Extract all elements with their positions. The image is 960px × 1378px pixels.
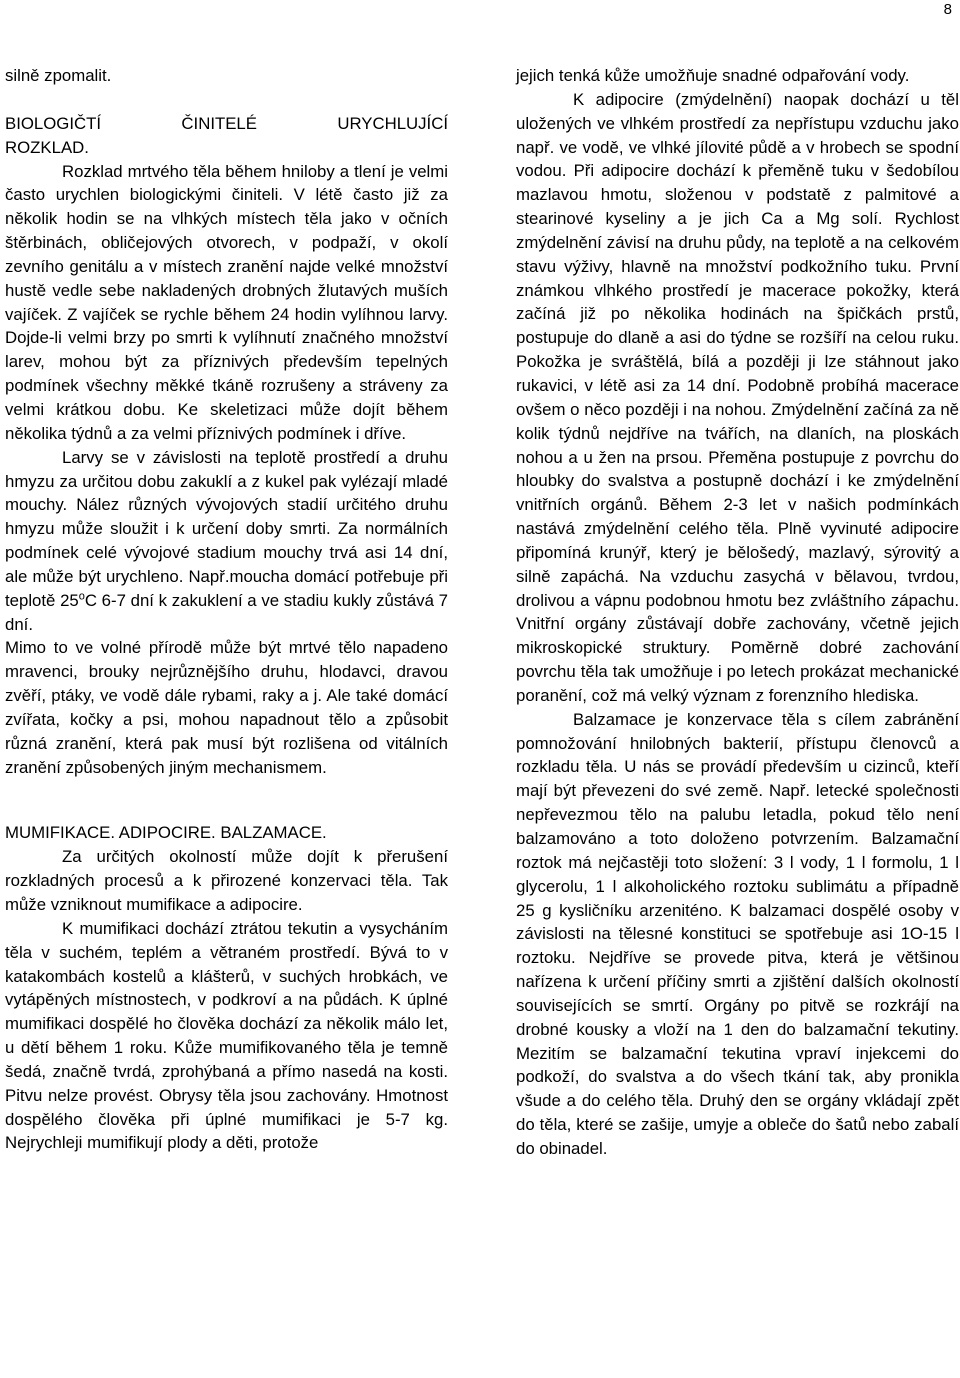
right-column [516, 64, 959, 1161]
paragraph-larvae-text: Larvy se v závislosti na teplotě prostředí a druhu hmyzu za určitou dobu zakuklí a z kukel pak vylézají mladé mouchy. Nález různých vývojových stadií určitého druhu hmyzu může sloužit i k určení doby smrti. Za normálních podmínek celé vývojové stadium mouchy trvá asi 14 dní, ale může být urychleno. Např.moucha domácí potřebuje při teplotě 25 [5, 447, 448, 610]
paragraph-larvae [5, 446, 448, 637]
paragraph-continuation: jejich tenká kůže umožňuje snadné odpařování vody. [516, 66, 910, 85]
heading-biological-factors-cont: ROZKLAD. [5, 137, 89, 157]
heading-mummification: MUMIFIKACE. ADIPOCIRE. BALZAMACE. [5, 823, 327, 843]
paragraph-mummification: K mumifikaci dochází ztrátou tekutin a vysycháním těla v suchém, teplém a větraném prostředí. Bývá to v katakombách kostelů a klášterů, v suchých hrobkách, ve vytápěných místnostech, v podkroví a na půdách. K úplné mumifikaci dospělé ho člověka dochází za několik málo let, u dětí během 1 roku. Kůže mumifikovaného těla je temně šedá, značně tvrdá, zprohýbaná a přímo nasedá na kosti. Pitvu nelze provést. Obrysy těla jsou zachovány. Hmotnost dospělého člověka při úplné mumifikaci je 5-7 kg. Nejrychleji mumifikují plody a děti, protože [5, 918, 448, 1153]
paragraph-intro: silně zpomalit. [5, 66, 112, 85]
paragraph-larvae-text-end: C 6-7 dní k zakuklení a ve stadiu kukly zůstává 7 dní. [5, 590, 448, 634]
spacer [5, 779, 448, 821]
heading-biological-factors: BIOLOGIČTÍ ČINITELÉ URYCHLUJÍCÍ [5, 113, 448, 133]
page-number: 8 [943, 1, 952, 18]
left-column [5, 64, 448, 1155]
paragraph-animals: Mimo to ve volné přírodě může být mrtvé tělo napadeno mravenci, brouky nejrůznějšího druhu, hlodavci, dravou zvěří, ptáky, ve vodě dále rybami, raky a j. Ale také domácí zvířata, kočky a psi, mohou napadnout tělo a způsobit různá zranění, která pak musí být rozlišena od vitálních zranění způsobených jiným mechanismem. [5, 638, 448, 777]
paragraph-preservation: Za určitých okolností může dojít k přerušení rozkladných procesů a k přirozené konzervaci těla. Tak může vzniknout mumifikace a adipocire. [5, 847, 448, 914]
paragraph-adipocire: K adipocire (zmýdelnění) naopak dochází u těl uložených ve vlhkém prostředí za nepřístupu vzduchu jako např. ve vodě, ve vlhké jílovité půdě a v hrobech se spodní vodou. Při adipocire dochází k přeměně tuku v šedobílou mazlavou hmotu, složenou v podstatě z palmitové a stearinové kyseliny a je jich Ca a Mg solí. Rychlost zmýdelnění závisí na druhu půdy, na teplotě a na celkovém stavu výživy, hlavně na množství podkožního tuku. První známkou vlhkého prostředí je macerace pokožky, která začíná již po několika hodinách na špičkách prstů, postupuje do dlaně a asi do týdne se rozšíří na celou ruku. Pokožka je svráštělá, bílá a později ji lze stáhnout jako rukavici, v létě asi za 14 dní. Podobně probíhá macerace ovšem o něco později i na nohou. Zmýdelnění začíná za ně kolik týdnů nejdříve na tvářích, na dlaních, na ploskách nohou a u žen na prsou. Přeměna postupuje z povrchu do hloubky do svalstva a postupně dochází i ke zmýdelnění vnitřních orgánů. Během 2-3 let v našich podmínkách nastává zmýdelnění celého těla. Plně vyvinuté adipocire připomíná krunýř, který je bělošedý, mazlavý, sýrovitý a silně zapáchá. Na vzduchu zasychá v bělavou, tvrdou, drolivou a vápnu podobnou hmotu bez zvláštního zápachu. Vnitřní orgány zůstávají dobře zachovány, včetně jejich mikroskopické struktury. Poměrně dobré zachování povrchu těla tak umožňuje i po letech prokázat mechanické poranění, což má velký význam z forenzního hlediska. [516, 89, 959, 705]
spacer [5, 88, 448, 112]
degree-symbol: o [78, 590, 85, 603]
paragraph-embalming: Balzamace je konzervace těla s cílem zabránění pomnožování hnilobných bakterií, přístupu členovců a rozkladu těla. U nás se provádí především u cizinců, kteří mají být převezeni do své země. Např. letecké společnosti nepřevezmou tělo na palubu letadla, pokud tělo není balzamováno a toto doloženo potvrzením. Balzamační roztok má nejčastěji toto složení: 3 l vody, 1 l formolu, 1 l glycerolu, 1 l alkoholického roztoku sublimátu a případně 25 g kysličníku arzeniténo. K balzamaci dospělé osoby v závislosti na tělesné konstituci se spotřebuje asi 1O-15 l roztoku. Nejdříve se provede pitva, která je většinou nařízena k určení příčiny smrti a zjištění dalších okolností souvisejících se smrtí. Orgány po pitvě se rozkrájí na drobné kousky a vloží na 1 den do balzamační tekutiny. Mezitím se balzamační tekutina vpraví injekcemi do podkoží, do svalstva a do všech tkání tak, aby pronikla všude a do celého těla. Druhý den se orgány vkládají zpět do těla, které se zašije, umyje a obleče do šatů nebo zabalí do obinadel. [516, 709, 959, 1158]
paragraph-decomposition: Rozklad mrtvého těla během hniloby a tlení je velmi často urychlen biologickými činiteli. V létě často již za několik hodin se na vlhkých místech těla jako v očních štěrbinách, obličejových otvorech, v podpaží, v okolí zevního genitálu a v místech zranění najde velké množství hustě vedle sebe nakladených drobných žlutavých muších vajíček. Z vajíček se rychle během 24 hodin vylíhnou larvy. Dojde-li velmi brzy po smrti k vylíhnutí značného množství larev, mohou být za příznivých především tepelných podmínek všechny měkké tkáně rozrušeny a stráveny za velmi krátkou dobu. Ke skeletizaci může dojít během několika týdnů a za velmi příznivých podmínek i dříve. [5, 161, 448, 443]
